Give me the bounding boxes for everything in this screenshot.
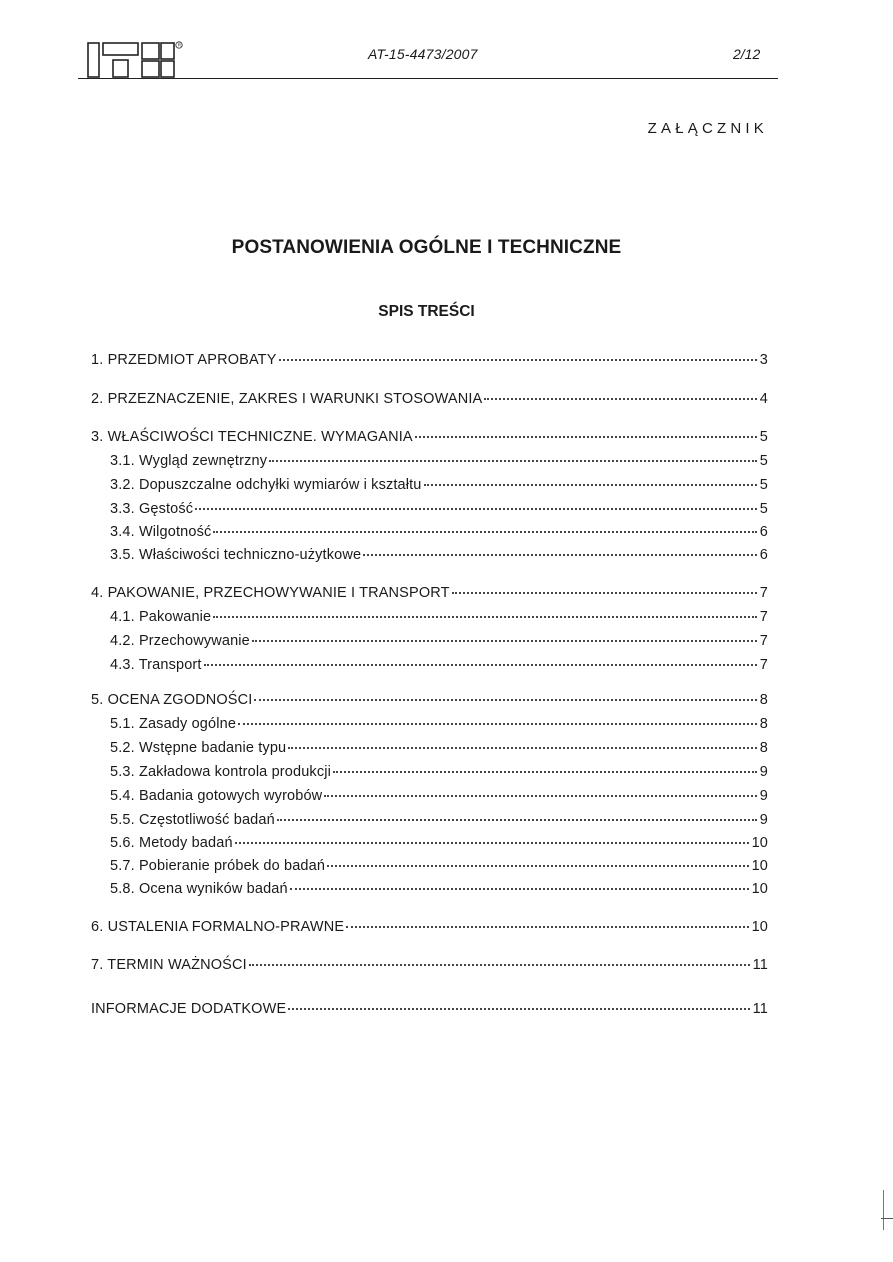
toc-leader-dots	[195, 508, 757, 510]
toc-leader-dots	[363, 554, 757, 556]
toc-leader-dots	[204, 664, 757, 666]
toc-entry-label: 3. WŁAŚCIWOŚCI TECHNICZNE. WYMAGANIA	[91, 429, 413, 445]
toc-leader-dots	[327, 865, 748, 867]
scan-edge-mark	[883, 1190, 884, 1230]
toc-entry-page: 7	[759, 657, 768, 673]
toc-leader-dots	[235, 842, 749, 844]
toc-subentry	[110, 656, 768, 674]
page-number: 2/12	[733, 46, 761, 62]
toc-subentry	[110, 739, 768, 757]
toc-leader-dots	[269, 460, 757, 462]
toc-entry-label: 3.3. Gęstość	[110, 501, 194, 517]
toc-subentry	[110, 811, 768, 829]
toc-subentry	[110, 523, 768, 541]
toc-subentry	[110, 632, 768, 650]
toc-subentry	[110, 452, 768, 470]
toc-entry-page: 10	[751, 858, 768, 874]
toc-entry-label: 1. PRZEDMIOT APROBATY	[91, 352, 277, 368]
toc-leader-dots	[238, 723, 757, 725]
toc-entry-label: 3.2. Dopuszczalne odchyłki wymiarów i kształtu	[110, 477, 422, 493]
toc-entry	[91, 918, 768, 936]
toc-entry-label: 5.3. Zakładowa kontrola produkcji	[110, 764, 331, 780]
header-divider	[78, 78, 778, 79]
toc-entry-page: 8	[759, 692, 768, 708]
toc-subentry	[110, 608, 768, 626]
toc-leader-dots	[346, 926, 748, 928]
toc-subentry	[110, 546, 768, 564]
toc-leader-dots	[290, 888, 749, 890]
toc-entry-label: 3.5. Właściwości techniczno-użytkowe	[110, 547, 362, 563]
toc-title: SPIS TREŚCI	[378, 303, 475, 320]
toc-entry-label: 3.1. Wygląd zewnętrzny	[110, 453, 268, 469]
toc-entry-page: 9	[759, 764, 768, 780]
scan-edge-mark	[881, 1218, 893, 1219]
toc-entry-page: 9	[759, 788, 768, 804]
toc-entry-page: 11	[752, 1001, 768, 1017]
toc-entry	[91, 351, 768, 369]
toc-entry-page: 5	[759, 429, 768, 445]
toc-entry-label: 5.1. Zasady ogólne	[110, 716, 237, 732]
toc-entry-label: 5.2. Wstępne badanie typu	[110, 740, 287, 756]
toc-leader-dots	[252, 640, 757, 642]
toc-leader-dots	[288, 747, 757, 749]
toc-subentry	[110, 715, 768, 733]
toc-subentry	[110, 476, 768, 494]
toc-leader-dots	[424, 484, 757, 486]
toc-entry-page: 6	[759, 547, 768, 563]
toc-entry-label: 5. OCENA ZGODNOŚCI	[91, 692, 253, 708]
toc-entry-label: 3.4. Wilgotność	[110, 524, 212, 540]
toc-entry-label: 4.3. Transport	[110, 657, 202, 673]
toc-entry-label: 5.8. Ocena wyników badań	[110, 881, 288, 897]
itb-logo	[86, 40, 186, 80]
toc-subentry	[110, 787, 768, 805]
toc-leader-dots	[213, 531, 756, 533]
toc-entry-page: 10	[751, 919, 768, 935]
toc-entry-label: 4. PAKOWANIE, PRZECHOWYWANIE I TRANSPORT	[91, 585, 450, 601]
toc-entry-page: 4	[759, 391, 768, 407]
toc-entry-label: 6. USTALENIA FORMALNO-PRAWNE	[91, 919, 345, 935]
toc-entry	[91, 691, 768, 709]
toc-leader-dots	[279, 359, 757, 361]
toc-entry-page: 9	[759, 812, 768, 828]
main-title: POSTANOWIENIA OGÓLNE I TECHNICZNE	[231, 237, 622, 258]
toc-entry-page: 7	[759, 633, 768, 649]
toc-entry	[91, 390, 768, 408]
toc-entry-page: 3	[759, 352, 768, 368]
toc-entry-page: 7	[759, 585, 768, 601]
svg-text:R: R	[177, 42, 181, 48]
toc-entry-page: 8	[759, 716, 768, 732]
toc-entry-label: 7. TERMIN WAŻNOŚCI	[91, 957, 247, 973]
toc-entry-label: 5.5. Częstotliwość badań	[110, 812, 275, 828]
toc-subentry	[110, 857, 768, 875]
toc-leader-dots	[415, 436, 757, 438]
toc-entry-label: 4.1. Pakowanie	[110, 609, 212, 625]
toc-entry	[91, 1000, 768, 1018]
toc-subentry	[110, 880, 768, 898]
document-reference: AT-15-4473/2007	[368, 46, 478, 62]
toc-leader-dots	[452, 592, 757, 594]
toc-subentry	[110, 500, 768, 518]
toc-leader-dots	[333, 771, 757, 773]
toc-entry-label: 5.6. Metody badań	[110, 835, 233, 851]
toc-leader-dots	[277, 819, 757, 821]
toc-entry-label: 2. PRZEZNACZENIE, ZAKRES I WARUNKI STOSOWANIA	[91, 391, 483, 407]
toc-subentry	[110, 834, 768, 852]
toc-entry-page: 5	[759, 501, 768, 517]
toc-entry-page: 7	[759, 609, 768, 625]
toc-entry-page: 6	[759, 524, 768, 540]
toc-entry-page: 5	[759, 477, 768, 493]
toc-entry-page: 10	[751, 881, 768, 897]
toc-leader-dots	[484, 398, 756, 400]
toc-leader-dots	[288, 1008, 749, 1010]
toc-entry-label: 4.2. Przechowywanie	[110, 633, 250, 649]
toc-entry-page: 8	[759, 740, 768, 756]
toc-leader-dots	[249, 964, 750, 966]
toc-entry-label: 5.7. Pobieranie próbek do badań	[110, 858, 326, 874]
toc-entry	[91, 428, 768, 446]
toc-entry-page: 5	[759, 453, 768, 469]
toc-entry-label: INFORMACJE DODATKOWE	[91, 1001, 287, 1017]
toc-leader-dots	[213, 616, 757, 618]
toc-entry	[91, 584, 768, 602]
toc-leader-dots	[324, 795, 756, 797]
toc-entry-page: 11	[752, 957, 768, 973]
toc-entry-page: 10	[751, 835, 768, 851]
toc-subentry	[110, 763, 768, 781]
annex-label: ZAŁĄCZNIK	[647, 120, 768, 137]
toc-leader-dots	[254, 699, 756, 701]
toc-entry-label: 5.4. Badania gotowych wyrobów	[110, 788, 323, 804]
toc-entry	[91, 956, 768, 974]
